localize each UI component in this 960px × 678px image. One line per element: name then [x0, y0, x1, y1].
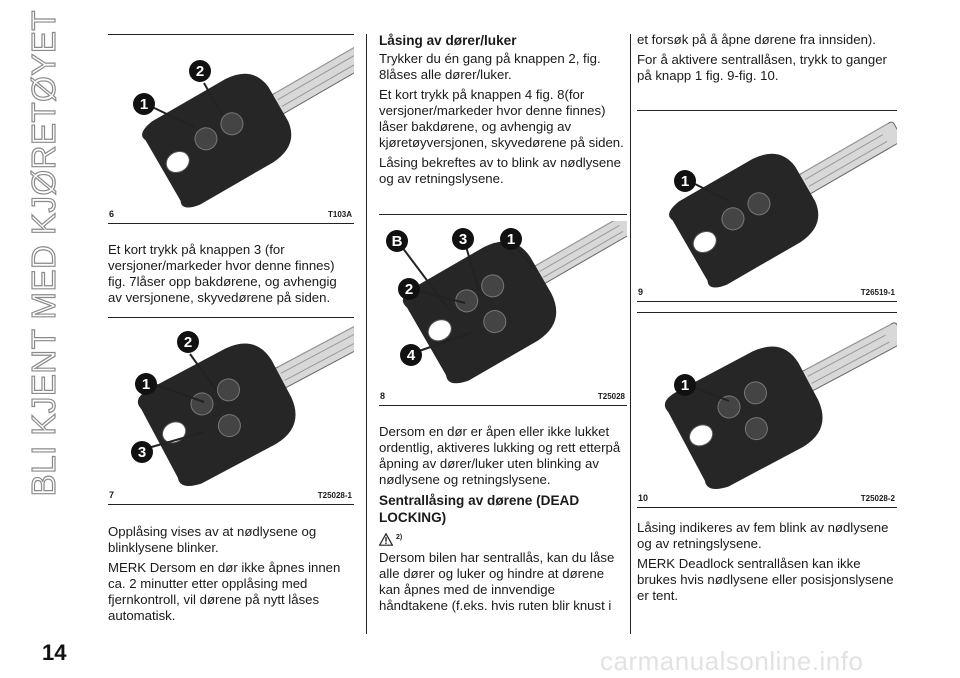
- callout-label: 1: [506, 231, 516, 248]
- figure-8: [379, 214, 627, 406]
- column-divider: [366, 34, 367, 634]
- figure-code: T25028-2: [860, 494, 895, 503]
- figure-10: [637, 312, 897, 508]
- paragraph: Låsing bekreftes av to blink av nødlysene og av retningslysene.: [379, 155, 621, 186]
- page-number: 14: [42, 640, 67, 665]
- figure-number: 7: [109, 490, 115, 500]
- figure-number: 9: [638, 287, 644, 297]
- figure-code: T26519-1: [860, 288, 895, 297]
- paragraph: Låsing indikeres av fem blink av nødlysene og av retningslysene.: [637, 520, 889, 551]
- car-key-illustration: [637, 117, 897, 289]
- paragraph: MERK Deadlock sentrallåsen kan ikke brukes hvis nødlysene eller posisjonslysene er tent.: [637, 556, 894, 603]
- column-divider: [630, 34, 631, 634]
- section-heading: Sentrallåsing av dørene (DEAD LOCKING): [379, 493, 580, 525]
- callout-label: B: [391, 233, 403, 250]
- paragraph: For å aktivere sentrallåsen, trykk to ganger på knapp 1 fig. 9-fig. 10.: [637, 52, 887, 83]
- car-key-illustration: [379, 221, 627, 393]
- car-key-illustration: [108, 41, 354, 211]
- figure-number: 10: [638, 493, 649, 503]
- col3-text-bottom: [637, 520, 897, 608]
- car-key-illustration: [637, 319, 897, 495]
- section-heading: Låsing av dører/luker: [379, 33, 517, 48]
- callout-label: 1: [141, 376, 151, 393]
- callout-label: 2: [404, 281, 414, 298]
- paragraph: Et kort trykk på knappen 3 (for versjoner/markeder hvor denne finnes) fig. 7låser opp bakdørene, og avhengig av versjonene, skyvedørene på siden.: [108, 242, 337, 305]
- figure-7: [108, 317, 354, 505]
- figure-code: T25028: [597, 392, 625, 401]
- figure-number: 8: [380, 391, 386, 401]
- car-key-illustration: [108, 324, 354, 492]
- figure-code: T25028-1: [317, 491, 352, 500]
- paragraph: MERK Dersom en dør ikke åpnes innen ca. 2 minutter etter opplåsing med fjernkontroll, vil dørene på nytt låses automatisk.: [108, 560, 341, 623]
- site-watermark: carmanualsonline.info: [600, 646, 864, 676]
- paragraph: Et kort trykk på knappen 4 fig. 8(for versjoner/markeder hvor denne finnes) låser bakdørene, og avhengig av kjøretøyversjonen, skyvedørene på siden.: [379, 87, 624, 150]
- figure-6: [108, 34, 354, 224]
- paragraph: Opplåsing vises av at nødlysene og blinklysene blinker.: [108, 524, 317, 555]
- col1-text-top: [108, 242, 354, 310]
- col1-text-bottom: [108, 524, 354, 628]
- col3-text-top: [637, 32, 897, 88]
- warning-ref-number: 2): [396, 534, 403, 541]
- paragraph: Dersom bilen har sentrallås, kan du låse alle dører og luker og hindre at dørene kan åpnes med de innvendige håndtakene (f.eks. hvis ruten blir knust i: [379, 550, 615, 613]
- callout-label: 1: [680, 377, 690, 394]
- callout-label: 3: [137, 444, 147, 461]
- warning-triangle-icon: [379, 533, 393, 546]
- col2-text-bottom: [379, 424, 627, 618]
- callout-label: 1: [680, 173, 690, 190]
- callout-label: 2: [183, 334, 193, 351]
- paragraph: et forsøk på å åpne dørene fra innsiden).: [637, 32, 876, 47]
- chapter-side-title: BLI KJENT MED KJØRETØYET: [25, 10, 62, 497]
- paragraph: Dersom en dør er åpen eller ikke lukket ordentlig, aktiveres lukking og rett etterpå åpning av dører/luker uten blinking av nødlysene og retningslysene.: [379, 424, 621, 487]
- col2-text-top: [379, 32, 627, 191]
- callout-label: 1: [139, 96, 149, 113]
- callout-label: 4: [406, 347, 416, 364]
- callout-label: 2: [195, 63, 205, 80]
- warning-reference: [379, 528, 627, 546]
- figure-code: T103A: [327, 210, 352, 219]
- figure-9: [637, 110, 897, 302]
- figure-number: 6: [109, 209, 115, 219]
- paragraph: Trykker du én gang på knappen 2, fig. 8låses alle dører/luker.: [379, 51, 601, 82]
- callout-label: 3: [458, 231, 468, 248]
